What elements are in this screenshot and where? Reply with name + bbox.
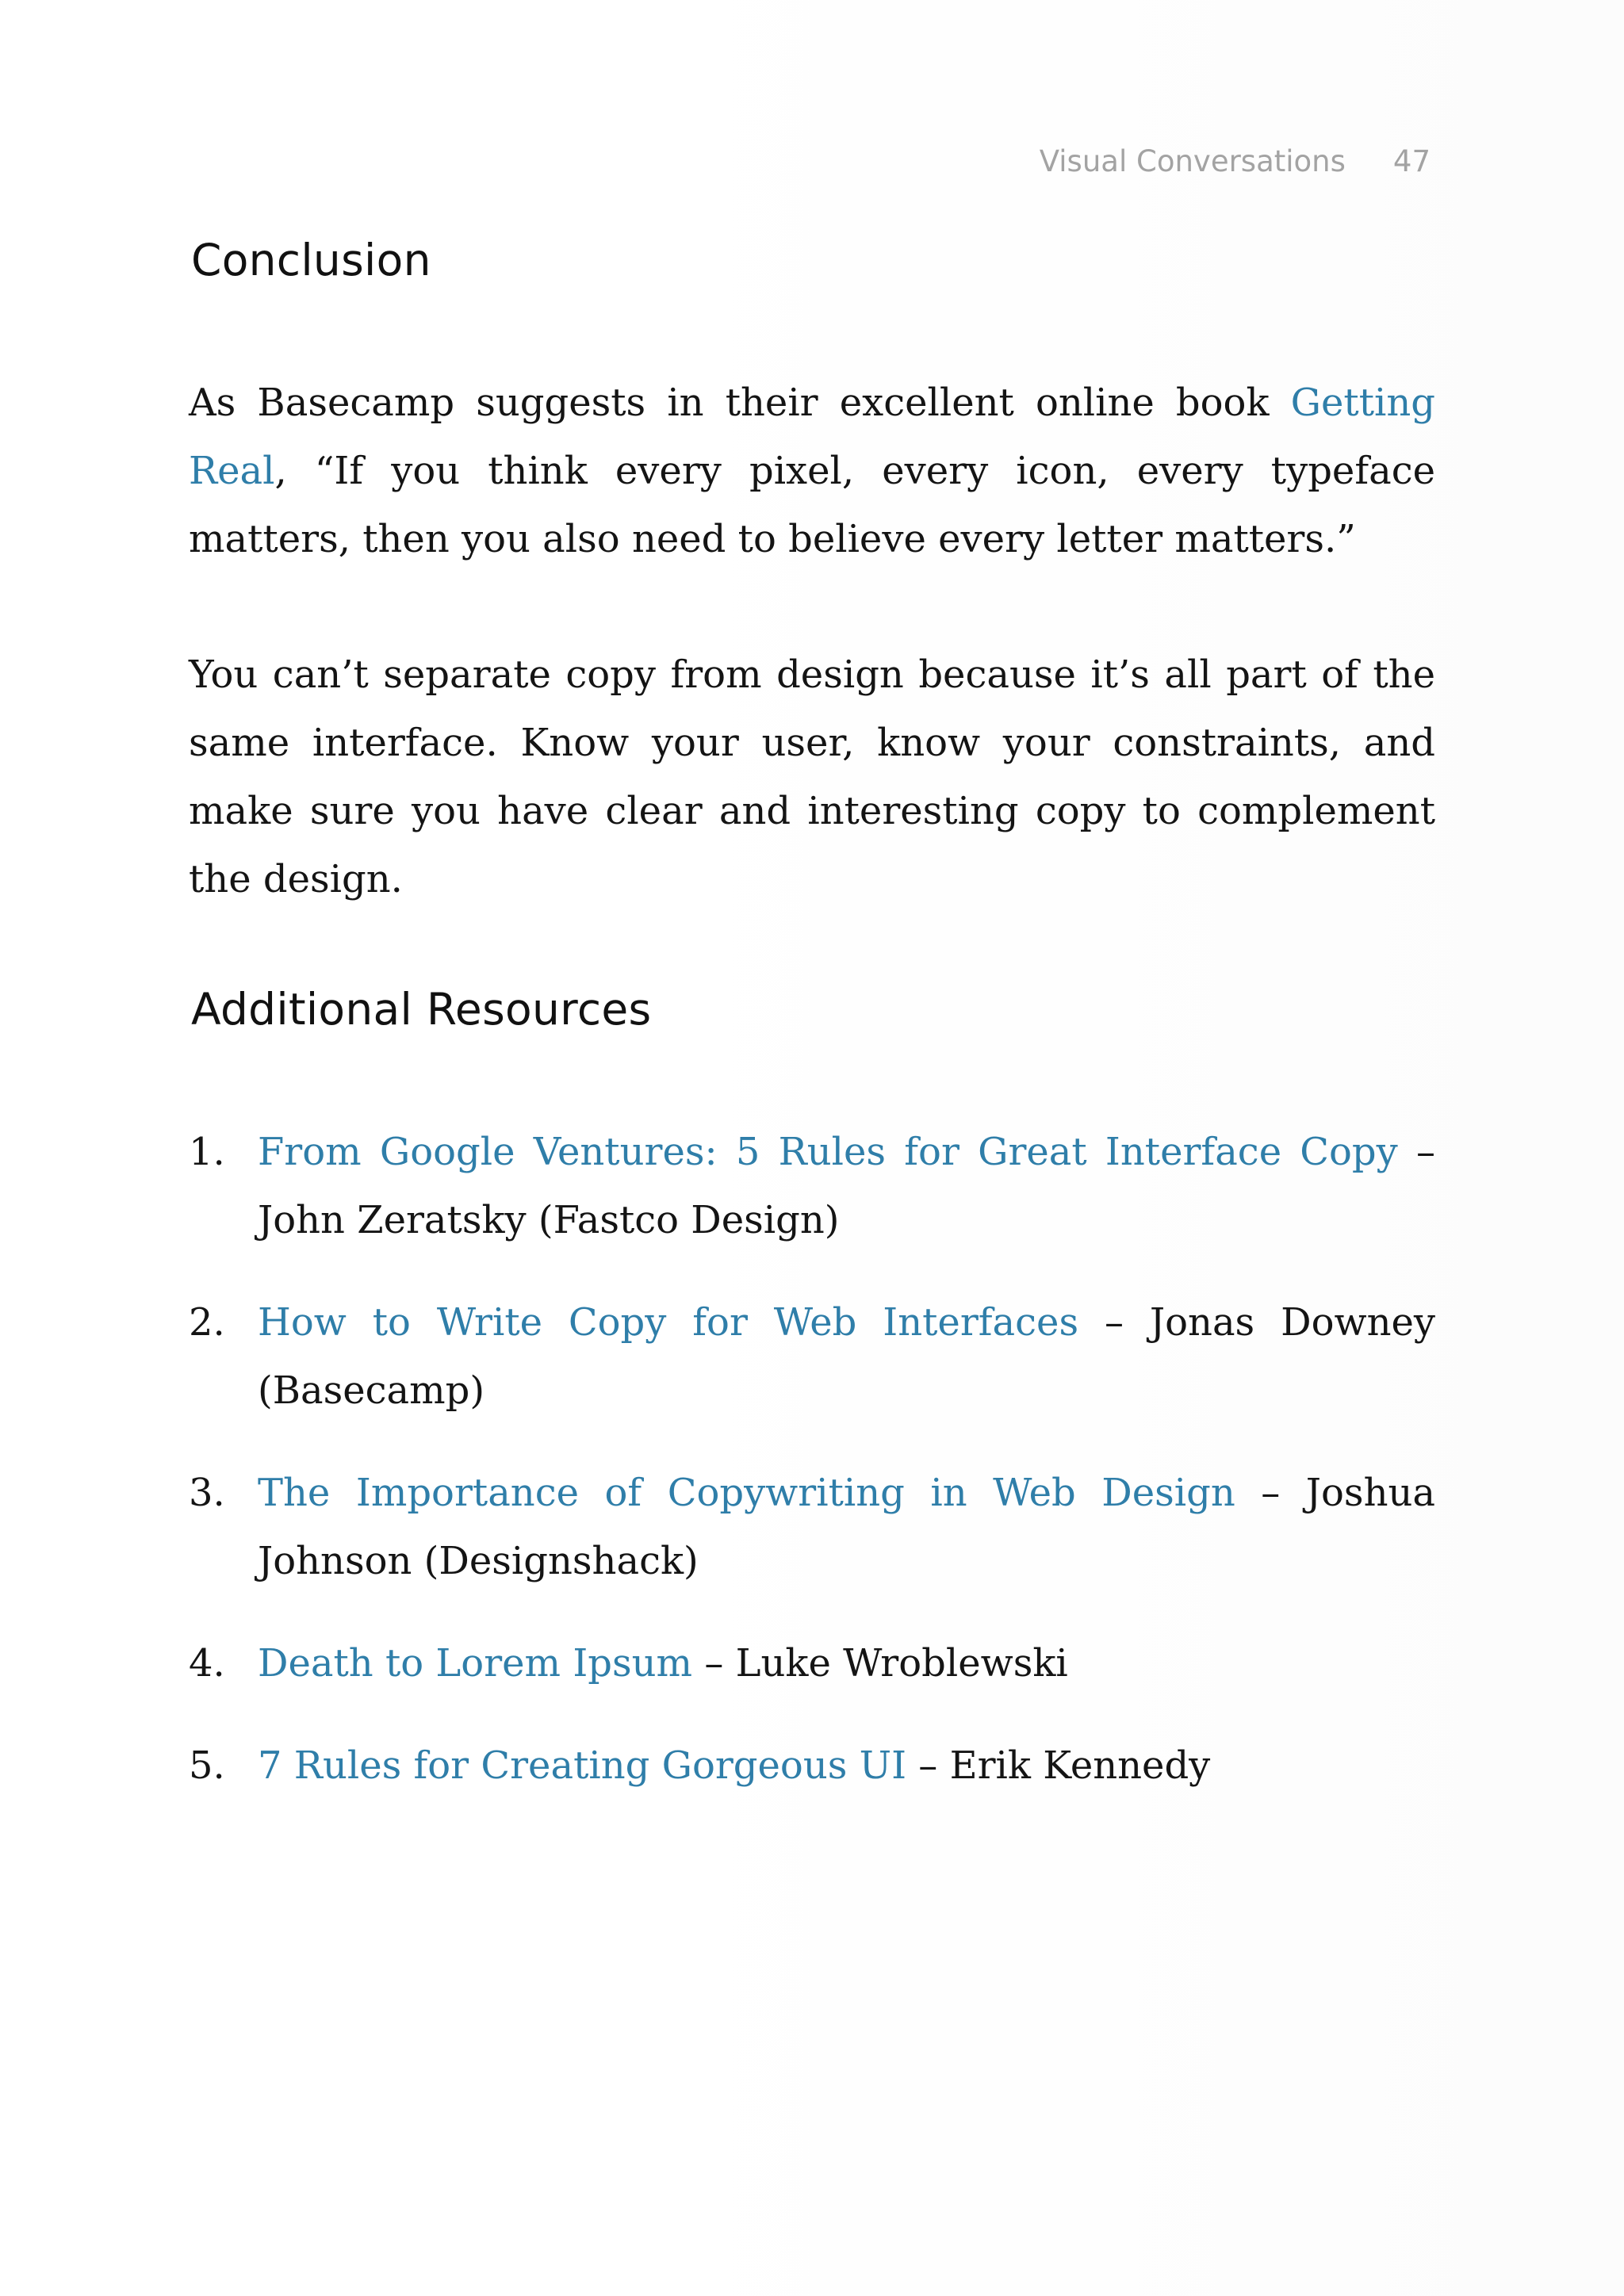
conclusion-paragraph-1 xyxy=(189,369,1435,573)
resource-author: – Jonas Downey (Basecamp) xyxy=(258,1300,1436,1413)
running-head-section: Visual Conversations xyxy=(1039,144,1346,178)
conclusion-paragraph-2: You can’t separate copy from design because it’s all part of the same interface. Know your user, know your constraints, and make sure you have clear and interesting copy to complement the design. xyxy=(189,652,1435,901)
resource-author: – Luke Wroblewski xyxy=(692,1641,1068,1686)
page-number: 47 xyxy=(1392,144,1431,178)
additional-resources-heading: Additional Resources xyxy=(191,984,652,1035)
resource-item xyxy=(189,1459,1435,1595)
resource-item xyxy=(189,1732,1435,1800)
resource-item xyxy=(189,1288,1435,1425)
resource-link[interactable]: Death to Lorem Ipsum xyxy=(258,1641,693,1686)
resources-list xyxy=(189,1118,1435,1834)
conclusion-heading: Conclusion xyxy=(191,235,431,285)
resource-number: 2. xyxy=(189,1300,225,1345)
resource-author: – John Zeratsky (Fastco Design) xyxy=(258,1130,1435,1242)
resource-item xyxy=(189,1629,1435,1697)
resource-link[interactable]: 7 Rules for Creating Gorgeous UI xyxy=(258,1743,907,1788)
resource-item xyxy=(189,1118,1435,1254)
resource-link[interactable]: From Google Ventures: 5 Rules for Great Interface Copy xyxy=(258,1130,1398,1174)
paragraph-text: As Basecamp suggests in their excellent online book xyxy=(189,381,1291,425)
getting-real-link[interactable]: Getting Real xyxy=(189,381,1435,493)
resource-number: 3. xyxy=(189,1471,225,1515)
resource-number: 5. xyxy=(189,1743,225,1788)
resource-author: – Joshua Johnson (Designshack) xyxy=(258,1471,1436,1583)
resource-link[interactable]: The Importance of Copywriting in Web Design xyxy=(258,1471,1235,1515)
resource-author: – Erik Kennedy xyxy=(906,1743,1211,1788)
resource-link[interactable]: How to Write Copy for Web Interfaces xyxy=(258,1300,1079,1345)
resource-number: 1. xyxy=(189,1130,225,1174)
paragraph-text: , “If you think every pixel, every icon, every typeface matters, then you also need to believe every letter matters.” xyxy=(189,449,1435,561)
running-head xyxy=(1040,144,1431,178)
resource-number: 4. xyxy=(189,1641,225,1686)
